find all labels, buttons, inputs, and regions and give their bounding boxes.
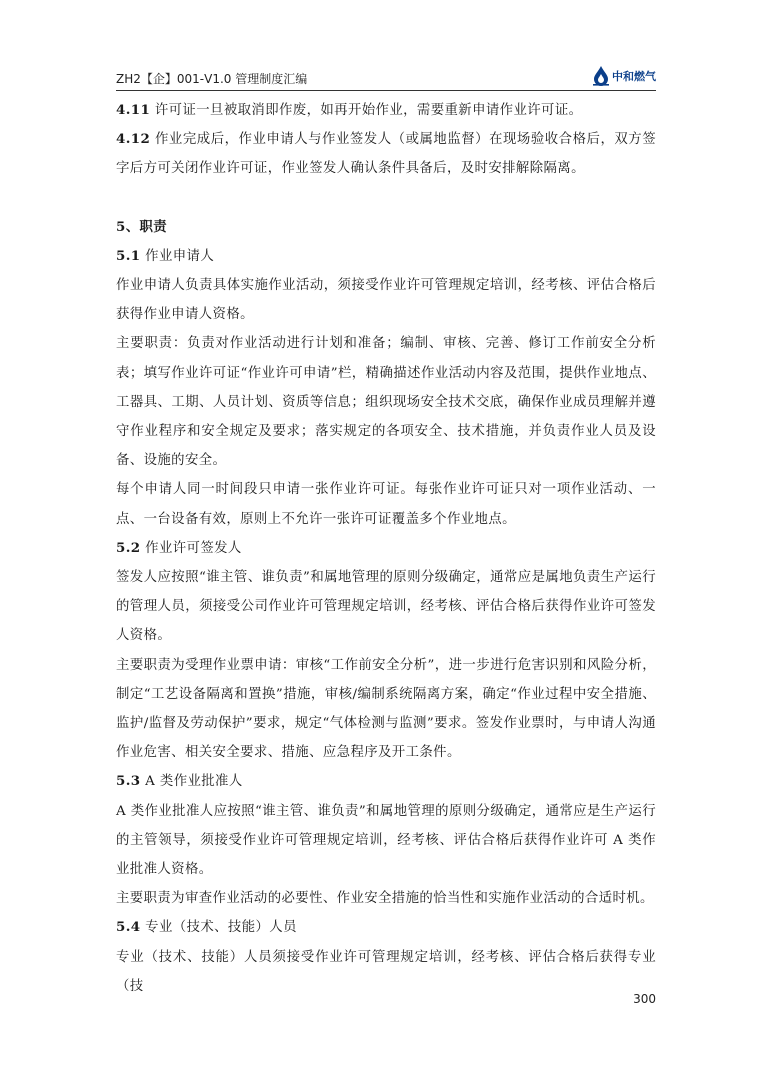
paragraph: 主要职责：负责对作业活动进行计划和准备；编制、审核、完善、修订工作前安全分析表；填写作业许可证“作业许可申请”栏，精确描述作业活动内容及范围，提供作业地点、工器具、工期、人员计划、资质等信息；组织现场安全技术交底，确保作业成员理解并遵守作业程序和安全规定及要求；落实规定的各项安全、技术措施，并负责作业人员及设备、设施的安全。 xyxy=(116,336,656,469)
document-body xyxy=(116,96,656,1001)
company-logo xyxy=(592,62,656,90)
section-5-heading: 5、职责 xyxy=(116,218,168,235)
clause-5-4-heading: 5.4 专业（技术、技能）人员 xyxy=(116,919,297,936)
page-number: 300 xyxy=(633,992,656,1006)
paragraph: 专业（技术、技能）人员须接受作业许可管理规定培训，经考核、评估合格后获得专业（技 xyxy=(116,949,656,994)
header-title: ZH2【企】001-V1.0 管理制度汇编 xyxy=(116,72,308,86)
logo-text: 中和燃气 xyxy=(612,70,656,83)
clause-4-11: 4.11 许可证一旦被取消即作废，如再开始作业，需要重新申请作业许可证。 xyxy=(116,102,583,118)
paragraph: 签发人应按照“谁主管、谁负责”和属地管理的原则分级确定，通常应是属地负责生产运行的管理人员，须接受公司作业许可管理规定培训，经考核、评估合格后获得作业许可签发人资格。 xyxy=(116,570,656,644)
spacer xyxy=(116,184,656,213)
clause-4-12: 4.12 作业完成后，作业申请人与作业签发人（或属地监督）在现场验收合格后，双方签字后方可关闭作业许可证，作业签发人确认条件具备后，及时安排解除隔离。 xyxy=(116,131,656,177)
clause-5-2-heading: 5.2 作业许可签发人 xyxy=(116,539,242,556)
paragraph: 每个申请人同一时间段只申请一张作业许可证。每张作业许可证只对一项作业活动、一点、一台设备有效，原则上不允许一张许可证覆盖多个作业地点。 xyxy=(116,482,656,527)
clause-5-3-heading: 5.3 A 类作业批准人 xyxy=(116,773,243,790)
paragraph: 作业申请人负责具体实施作业活动，须接受作业许可管理规定培训，经考核、评估合格后获得作业申请人资格。 xyxy=(116,278,656,323)
paragraph: A 类作业批准人应按照“谁主管、谁负责”和属地管理的原则分级确定，通常应是生产运行的主管领导，须接受作业许可管理规定培训，经考核、评估合格后获得作业许可 A 类作业批准人资格。 xyxy=(116,803,656,878)
clause-5-1-heading: 5.1 作业申请人 xyxy=(116,247,215,264)
flame-drop-icon xyxy=(592,65,610,87)
page-header xyxy=(116,62,656,90)
header-divider xyxy=(116,90,656,91)
paragraph: 主要职责为审查作业活动的必要性、作业安全措施的恰当性和实施作业活动的合适时机。 xyxy=(116,891,654,907)
paragraph: 主要职责为受理作业票申请：审核“工作前安全分析”，进一步进行危害识别和风险分析，制定“工艺设备隔离和置换”措施，审核/编制系统隔离方案，确定“作业过程中安全措施、监护/监督及劳动保护”要求，规定“气体检测与监测”要求。签发作业票时，与申请人沟通作业危害、相关安全要求、措施、应急程序及开工条件。 xyxy=(116,657,656,761)
